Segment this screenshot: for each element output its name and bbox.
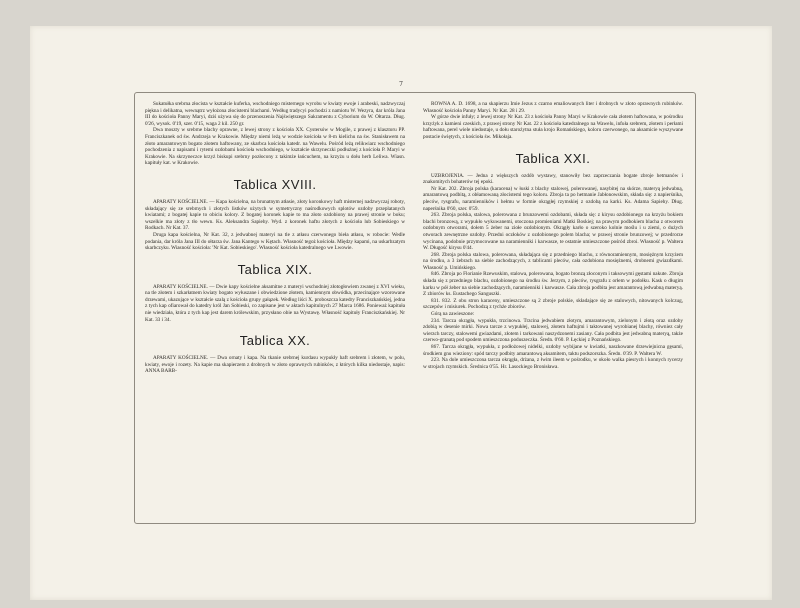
xxi-para-9: 867. Tarcza okrągła, wypukła, z podłożowej nidelki, ozdoby wybijane w kwiatki, naszkowane drzewiejnicna gęsami, środkiem gnu wieziony: spód tarczy podbity amarantową aksamitem, taktu podszorszka. Średn. 0'39. P. Waltera W. [423,344,683,357]
left-intro-para-2: Dwa moszty w srebrne blachy oprawne, z lewej strony z kościoła XX. Cystersów w Mogile, z prawej z klasztoru PP. Franciszkanek od św. Andrzeja w Krakowie. Między niemi leżą w wodzie kościoła w 8-m kielichu na św. Stanisławem na złoto amarantowym bogato złotem haftowany, ze skarbca kościoła katedr. na Wawelu. Pośród leżą relikwiarz wschodniego pochodzenia z napisami i rytemi ozdobami kościoła wschodniego, w kształcie skrzyneczki podłużnej z kościoła P. Maryi w Krakowie. Na skrzyneczce krzyż biskupi srebrny pozłocony z takimże łańcuchem, na krzyżu u dołu herb Leliwa. Wiasn. kapituły kat. w Krakowie. [145,127,405,167]
xviii-para-2: Druga kapa kościelna, Nr Kat. 32, z jedwabnej materyi na tle z atłasu czerwonego bieła atłasu, w robocie: Wedle podania, dar króla Jana III do ołtarza św. Jana Kantego w Kętach. Własność tegoż kościoła. Między kapami, na uskarbzatym skarbczyku. Wiasność kościoła: 'Nr Kat. Sobieskiego'. Własność kościoła katedralnego we Lwowie. [145,231,405,252]
xxi-para-5: 846. Zbroja po Florianie Rzewuskim, stalowa, polerowana, bogato bronzą złoconym i taksowymi gęstami nakute. Zbroja składa się z przedniego blachu, ozdobionego na środku św. Jerzym, z pleców, rysgrafu z orłem w podołku. Kask o długim karku w pół żeber na siebie zachodzących, naramienniki i karwasze. Cała zbroja podbita jest amarantową jedwabną materyą. Z zbiorów ks. Eustachego Sanguszki. [423,271,683,298]
xviii-para-1: APARATY KOŚCIELNE. — Kapa kościelna, na brunatnym atłasie, złoty koronkowy haft misternej nadzwyczaj roboty, składający się ze srebrnych i złotych listków użytych w symetryczny naśrodkowych splotów ozdoby przeplatanych kwiatami; z bogatej kapie to obiciu kolory. Z bogatej koronek kapie to ma złoto ozdobiony na prawej stronie w boku; wszelkie ma złoty z tło wewn. Ks. Aleksandra Sapiehy. Wyd. z koronek haftu złotych z kościoła lub Sobieskiego w Rodkach. Nr Kat. 37. [145,198,405,232]
paper-leaf [30,26,772,600]
xxi-para-4: 268. Zbroja polska stalowa, polerowana, składająca się z przedniego blachu, z równoramiennym, mosiężnym krzyżem na środku, a 3 żebrach na siebie zachodzących, z tablicami pleców, cała ozdobiona mosiężnemi, drobnemi gwiazdkami. Własność p. Umińskiego. [423,251,683,271]
right-intro-para-1: ROWNA A. D. 1698, a na skapierzu Imie Jezus z czarno emaliowanych liter i drobnych w złoto oprawnych rubinków. Własność kościoła Panny Maryi. Nr Kat. 28 i 29. [423,101,683,114]
xxi-para-3: 263. Zbroja polska, stalowa, polerowana z brunzowemi ozdobami, składa się: z kirysu ozdobionego na krzyżu bokiem blachi bronzową, z wypukło wykuwanemi, otoczona promieniami Matki Boskiej; na prawym podbokiem blacha z otworem ozdobnym otworami, dołem 5 żeber na ziołe ozdobionym. Okrągły karło o szeroko kolnie moślu i u ziemi, o dużych otworach zewnętrzne ozdoby. Przedni oczłoków z ozdobionego polem blacha; w prawej stronie brunzowej; w przedrorze wycinana, podobnie przymocowane na naramienniki i karwasze, te ostatnie umieszczone pośród zbroi. Własność p. Waltera W. Długość kirysu 0'44. [423,212,683,252]
right-intro-para-2: W górze dwie infuły; z lewej strony Nr Kat. 23 z kościoła Panny Maryi w Krakowie cała złotem haftowana, w pośrodku krzyżyk z kamieni czeskich, z prawej strony Nr Kat. 22 z kościoła katedralnego na Wawelu, infuła srebrem, złotem i perłami haftowana, perel wiele niedostaje, u dołu starożytna stuła krojo Romańskiego, koloru czerwonego, na aksamicie wyszywane postacie świętych, z kościoła św. Mikołaja. [423,114,683,140]
xxi-para-6: 831. 832. Z obu stron karaceny, umieszczone są 2 zbroje polskie, składające się ze stalowych, nitowanych kolczug, szczepów i misiurek. Pochodzą z tychże zbiorów. [423,297,683,311]
left-intro-para-1: Sukatułka srebrna złocista w kształcie kuferka, wschodniego misternego wyrobu w kwiaty ewoje i arabeski, nadzwyczaj piękna i delikatna, wewnątrz wyłożona złocistemi blachami. Według tradycyi pochodzi z namiotu W. Wezyra, dar króla Jana III do kościoła Panny Maryi, dziś używa się do przenoszenia Najświętszego Sakramentu z Cyborium do W. Ołtarza. Dług. 0'26, wysok. 0'19, szer. 0'15, waga 2 kil. 250 gr. [145,101,405,127]
xxi-para-2: Nr Kat. 202. Zbroja polska (karacena) w łuski z blachy stalowej, polerowanej, nasybitej na skórze, materyą jedwabną, amarantową podbitą, z obłamowaną złocistemi tego koloru. Zbroja ta po hetmanie Jabłonowskim, składa się: z napierśnika, pleców, rysgrafu, naramienników i hełmu w formie okrągłej rzymskiej z ozdobą na karki. Ks. Adama Sapiehy. Dług. naperśnika 0'60, szer. 0'59. [423,185,683,212]
xix-para-1: APARATY KOŚCIELNE. — Dwie kapy kościelne aksamitne z materyi wschodniej złotogłowiem zwanej z XVI wieku, na tle złotem i szkarłatnem kwiaty bogato wyłuszane i obwiedzione złotem, kamiennym obwódka, przecinające wzorowane drzewami, ukazujące w kształcie szalą z kościoła grupy gałązek. Według liści X. proboszcza katedry Franciszkańskiej, jedna z tych kap ofiarował do katedry król Jan Sobieski, co zapisane jest w aktach kapitulnych 27 Marca 1686. Ponieważ kapituła nie wiedziała, która z tych kap jest darem królewskim, przysłano obie na Wystawę. Własność kapituły Franciszkańskiej. Nr Kat. 33 i 34. [145,283,405,323]
xxi-para-7: Górą na zawieszone: [431,311,475,318]
heading-tablica-xviii: Tablica XVIII. [233,176,317,192]
xx-para-1: APARATY KOŚCIELNE. — Dwa ornaty i kapa. Na tkanie srebrnej kurdasu wypukły haft srebrem i złotem, w polu, kwiaty, ewoje i rozety. Na kapie ma skapierzem z drobnych w złoto oprawnych rubinków, z których kilka niedostaje, napis: ANNA BARB- [145,355,405,375]
left-column [145,101,405,375]
xxi-para-10: 223. Na dole umieszczona tarcza okrągła, drżana, z łwim ileem w pośrodku, w około walka piesrych i konnych rycerzy w strojach rzymskich. Średnica 0'55. Hr. Lasockiego Bronisława. [423,357,683,370]
heading-tablica-xxi: Tablica XXI. [515,150,591,166]
right-column [423,101,683,370]
heading-tablica-xx: Tablica XX. [239,333,311,349]
xxi-para-8: 234. Tarcza okrągła, wypukła, trzcinowa. Trzcina jedwabiem złotym, amarantowym, zielonym i złotą oraz ozdoby zdobią w desenie mirki. Nowa tarcze z wypukłej, stalowej, złotem haftujmi i taktowanej wyrobianej blachy, równiez cały wierzch tarczy, stalowemi gwiazdami, złotem i tarkowani naszydzonemi zasiany. Cała podbita jest jedwabną materyą, także czerwo-granatą pod spodem umieszczona poduszeczka. Średn. 0'60. P. Łęckiej z Poznańskiego. [423,317,683,344]
page-number: 7 [399,81,403,88]
text-frame [134,92,696,524]
xxi-para-1: UZBROJENIA. — Jedna z większych ozdób wystawy, stanowiły bez zaprzeczania bogate zbroje hetmanów i znakomitych bohaterów tej epoki. [423,172,683,186]
heading-tablica-xix: Tablica XIX. [237,261,313,277]
